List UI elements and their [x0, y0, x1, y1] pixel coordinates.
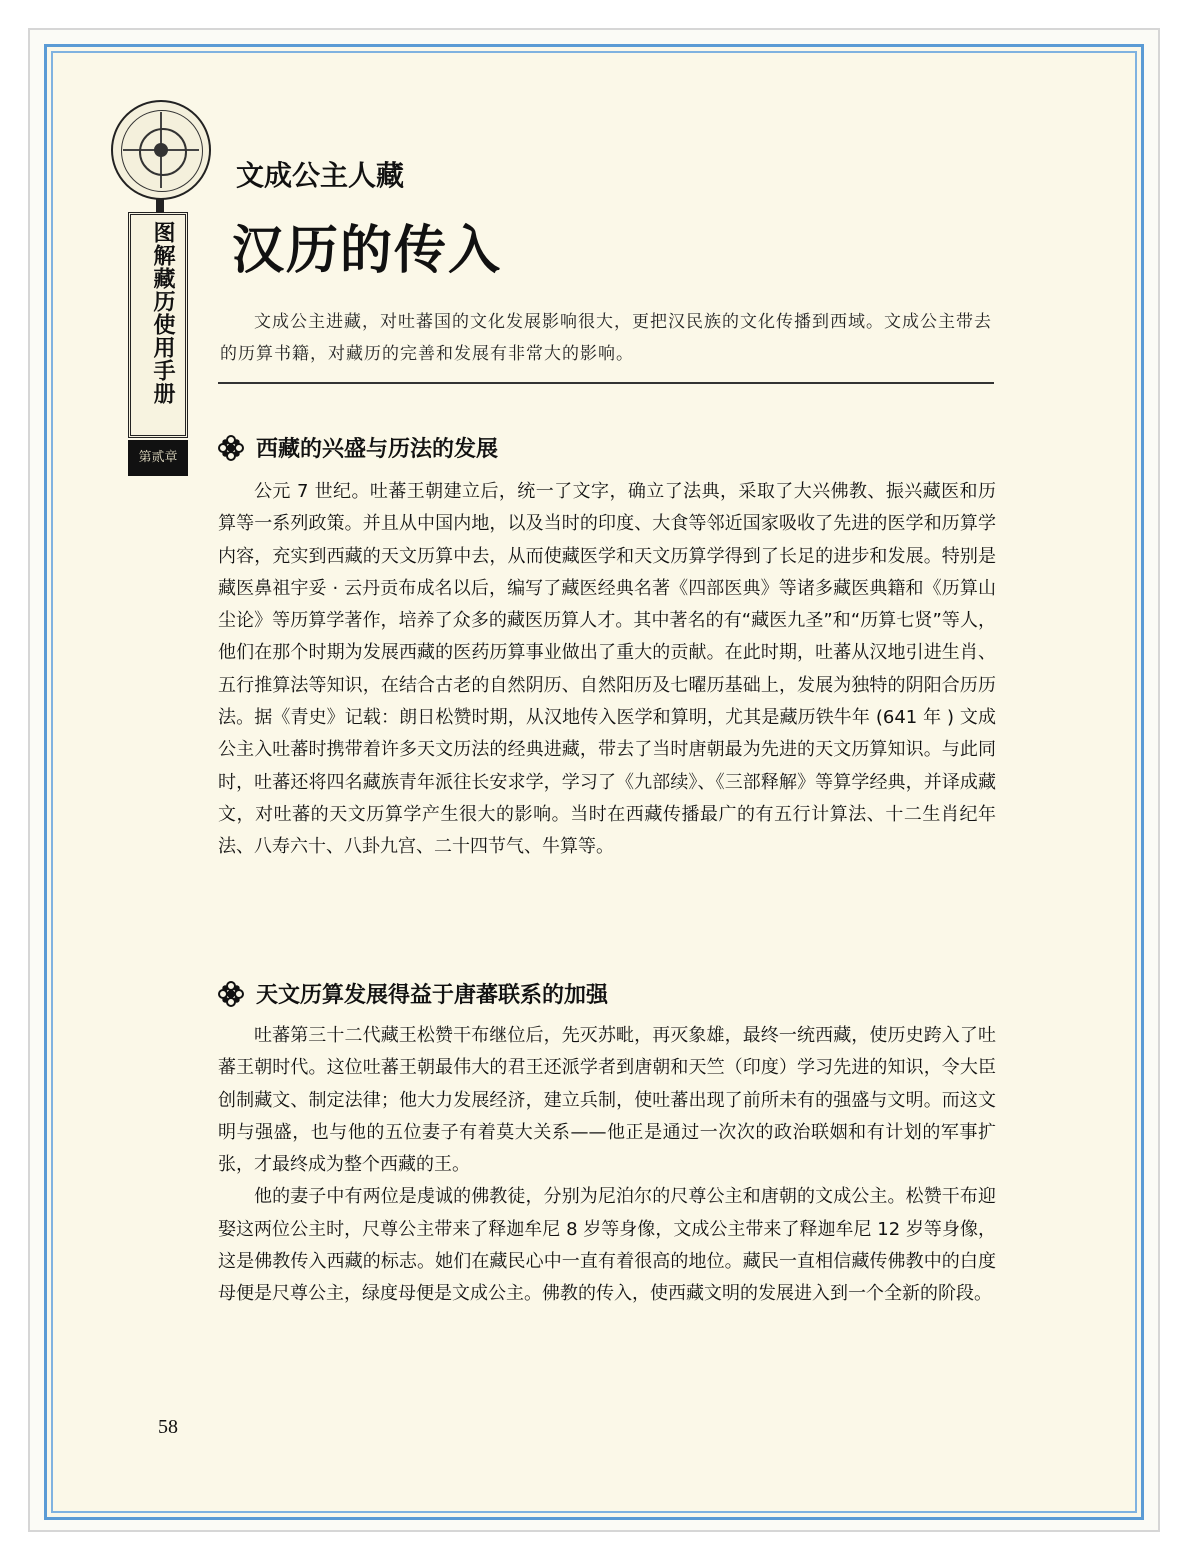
- book-title-vertical: 图解藏历使用手册: [150, 221, 176, 405]
- book-title-box: [128, 212, 188, 438]
- wheel-emblem-icon: [111, 100, 211, 200]
- page-number: 58: [158, 1416, 178, 1438]
- divider: [218, 382, 994, 384]
- paragraph: 吐蕃第三十二代藏王松赞干布继位后，先灭苏毗，再灭象雄，最终一统西藏，使历史跨入了吐蕃王朝时代。这位吐蕃王朝最伟大的君王还派学者到唐朝和天竺（印度）学习先进的知识，令大臣创制藏文、制定法律；他大力发展经济，建立兵制，使吐蕃出现了前所未有的强盛与文明。而这文明与强盛，也与他的五位妻子有着莫大关系——他正是通过一次次的政治联姻和有计划的军事扩张，才最终成为整个西藏的王。: [218, 1025, 996, 1176]
- flower-bullet-icon: [218, 981, 244, 1007]
- section-heading: [218, 978, 608, 1009]
- chapter-tab: 第贰章: [128, 440, 188, 476]
- page-title: 汉历的传入: [232, 221, 503, 281]
- emblem-stem: [156, 198, 164, 212]
- intro-paragraph: 文成公主进藏，对吐蕃国的文化发展影响很大，更把汉民族的文化传播到西域。文成公主带去的历算书籍，对藏历的完善和发展有非常大的影响。: [220, 312, 992, 364]
- paragraph: 公元 7 世纪。吐蕃王朝建立后，统一了文字，确立了法典，采取了大兴佛教、振兴藏医和历算等一系列政策。并且从中国内地，以及当时的印度、大食等邻近国家吸收了先进的医学和历算学内容，充实到西藏的天文历算中去，从而使藏医学和天文历算学得到了长足的进步和发展。特别是藏医鼻祖宇妥 · 云丹贡布成名以后，编写了藏医经典名著《四部医典》等诸多藏医典籍和《历算山尘论》等历算学著作，培养了众多的藏医历算人才。其中著名的有“藏医九圣”和“历算七贤”等人，他们在那个时期为发展西藏的医药历算事业做出了重大的贡献。在此时期，吐蕃从汉地引进生肖、五行推算法等知识，在结合古老的自然阴历、自然阳历及七曜历基础上，发展为独特的阴阳合历历法。据《青史》记载：朗日松赞时期，从汉地传入医学和算明，尤其是藏历铁牛年 (641 年 ) 文成公主入吐蕃时携带着许多天文历法的经典进藏，带去了当时唐朝最为先进的天文历算知识。与此同时，吐蕃还将四名藏族青年派往长安求学，学习了《九部续》、《三部释解》等算学经典，并译成藏文，对吐蕃的天文历算学产生很大的影响。当时在西藏传播最广的有五行计算法、十二生肖纪年法、八寿六十、八卦九宫、二十四节气、牛算等。: [218, 481, 996, 858]
- section-body: [218, 476, 996, 864]
- section-body: [218, 1020, 996, 1311]
- paragraph: 他的妻子中有两位是虔诚的佛教徒，分别为尼泊尔的尺尊公主和唐朝的文成公主。松赞干布迎娶这两位公主时，尺尊公主带来了释迦牟尼 8 岁等身像，文成公主带来了释迦牟尼 12 岁等身像，这是佛教传入西藏的标志。她们在藏民心中一直有着很高的地位。藏民一直相信藏传佛教中的白度母便是尺尊公主，绿度母便是文成公主。佛教的传入，使西藏文明的发展进入到一个全新的阶段。: [218, 1186, 996, 1305]
- section-heading: [218, 432, 498, 463]
- page-subtitle: 文成公主人藏: [236, 159, 405, 192]
- section-heading-text: 西藏的兴盛与历法的发展: [256, 437, 499, 462]
- flower-bullet-icon: [218, 435, 244, 461]
- section-heading-text: 天文历算发展得益于唐蕃联系的加强: [256, 983, 609, 1008]
